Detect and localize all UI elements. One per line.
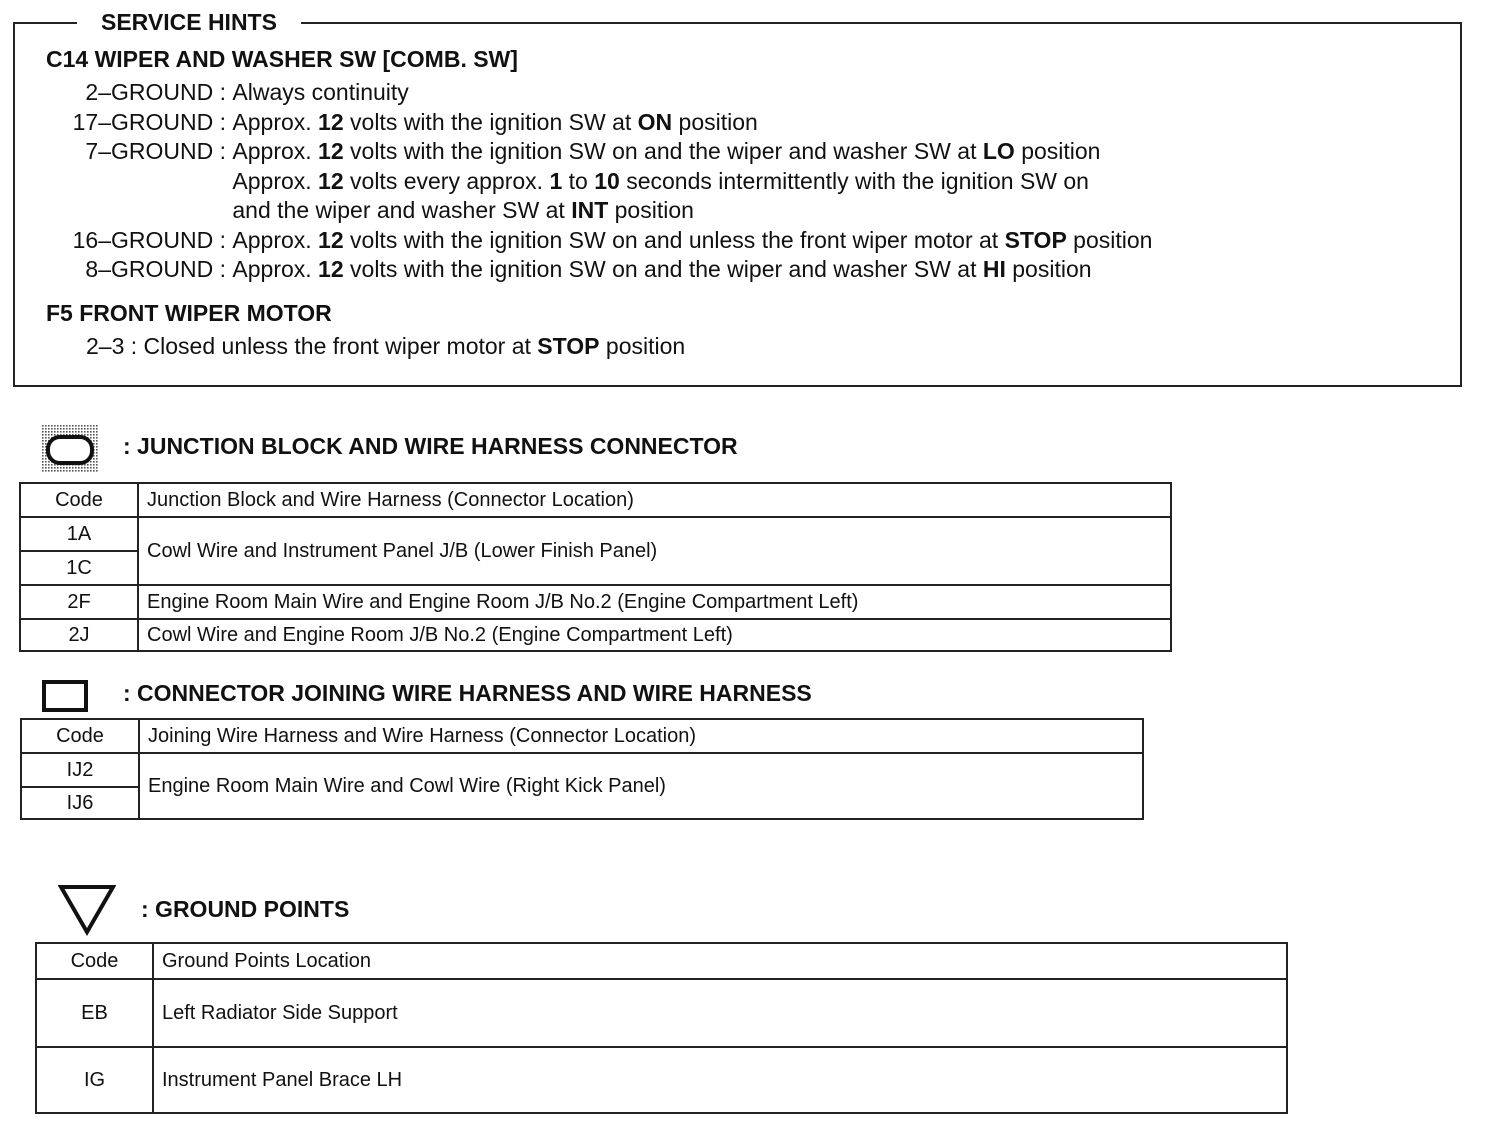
hint-value-bold: STOP (537, 333, 600, 359)
hint-text: to (562, 167, 595, 194)
table-row (21, 753, 1143, 787)
code-cell: IG (36, 1047, 153, 1113)
hint-text: Approx. (232, 138, 319, 164)
code-cell: 1C (20, 551, 138, 585)
hint-value-bold: 1 (549, 167, 563, 194)
hint-text: Approx. (232, 256, 319, 282)
service-hints-title: SERVICE HINTS (77, 8, 301, 36)
hint-text: position (672, 108, 758, 135)
hint-value-bold: 12 (318, 138, 344, 164)
desc-cell: Left Radiator Side Support (153, 979, 1287, 1047)
code-cell: 2J (20, 619, 138, 651)
pin-label: 2–3 : (86, 333, 144, 359)
table-row (20, 619, 1171, 651)
pin-label: 17–GROUND : (72, 108, 226, 135)
hint-value-bold: 12 (318, 256, 344, 282)
hint-value-bold: 12 (318, 226, 344, 253)
hint-value-bold: HI (982, 256, 1006, 282)
ground-section-title: : GROUND POINTS (141, 896, 350, 922)
hint-text: volts with the ignition SW on and the wiper and washer SW at (343, 138, 983, 164)
connector-table (20, 718, 1144, 820)
header-code: Code (21, 719, 139, 753)
hint-value-bold: STOP (1004, 226, 1067, 253)
desc-cell: Cowl Wire and Instrument Panel J/B (Lower Finish Panel) (138, 517, 1171, 585)
hint-text: Always continuity (232, 79, 409, 105)
connector-section-title: : CONNECTOR JOINING WIRE HARNESS AND WIRE HARNESS (123, 680, 812, 706)
connector-icon (42, 680, 88, 712)
hint-line (6, 137, 1100, 165)
hint-text: Approx. (232, 167, 319, 194)
junction-table (19, 482, 1172, 652)
code-cell: IJ2 (21, 753, 139, 787)
hint-value-bold: ON (637, 108, 673, 135)
hint-line (86, 332, 685, 360)
header-code: Code (36, 943, 153, 979)
hint-text: seconds intermittently with the ignition SW on (619, 167, 1089, 194)
hint-text: volts with the ignition SW on and the wiper and washer SW at (343, 256, 983, 282)
header-desc: Ground Points Location (153, 943, 1287, 979)
desc-cell: Instrument Panel Brace LH (153, 1047, 1287, 1113)
ground-point-icon (58, 884, 116, 936)
table-header-row (36, 943, 1287, 979)
desc-cell: Engine Room Main Wire and Engine Room J/B No.2 (Engine Compartment Left) (138, 585, 1171, 619)
hint-value-bold: 12 (318, 108, 344, 135)
table-row (20, 517, 1171, 551)
table-header-row (21, 719, 1143, 753)
hint-text: volts every approx. (343, 167, 550, 194)
hint-text: Approx. (232, 108, 319, 135)
hint-text: position (599, 333, 686, 359)
hint-line (6, 108, 758, 136)
junction-block-icon (42, 425, 98, 473)
hint-text: Closed unless the front wiper motor at (143, 333, 538, 359)
code-cell: IJ6 (21, 787, 139, 819)
table-row (36, 979, 1287, 1047)
desc-cell: Engine Room Main Wire and Cowl Wire (Right Kick Panel) (139, 753, 1143, 819)
hint-value-bold: INT (571, 197, 609, 223)
hint-line (6, 78, 409, 106)
pin-label: 16–GROUND : (72, 226, 226, 253)
hint-value-bold: LO (982, 138, 1015, 164)
hint-text: position (608, 197, 694, 223)
hint-line (6, 255, 1092, 283)
hint-text: position (1066, 226, 1153, 253)
ground-table (35, 942, 1288, 1114)
hint-line (6, 167, 1089, 195)
hint-line (6, 226, 1152, 254)
header-code: Code (20, 483, 138, 517)
hint-text: and the wiper and washer SW at (232, 197, 572, 223)
c14-heading: C14 WIPER AND WASHER SW [COMB. SW] (46, 46, 518, 72)
code-cell: EB (36, 979, 153, 1047)
hint-value-bold: 10 (594, 167, 620, 194)
hint-text: position (1005, 256, 1092, 282)
f5-heading: F5 FRONT WIPER MOTOR (46, 300, 332, 326)
pin-label: 8–GROUND : (85, 256, 226, 282)
hint-value-bold: 12 (318, 167, 344, 194)
hint-text: Approx. (232, 226, 319, 253)
header-desc: Joining Wire Harness and Wire Harness (Connector Location) (139, 719, 1143, 753)
hint-line (6, 196, 694, 224)
desc-cell: Cowl Wire and Engine Room J/B No.2 (Engine Compartment Left) (138, 619, 1171, 651)
pin-label: 7–GROUND : (85, 138, 226, 164)
table-row (20, 585, 1171, 619)
pin-label: 2–GROUND : (85, 79, 226, 105)
table-row (36, 1047, 1287, 1113)
hint-text: volts with the ignition SW at (343, 108, 638, 135)
hint-text: volts with the ignition SW on and unless the front wiper motor at (343, 226, 1005, 253)
table-header-row (20, 483, 1171, 517)
code-cell: 1A (20, 517, 138, 551)
hint-text: position (1014, 138, 1101, 164)
junction-section-title: : JUNCTION BLOCK AND WIRE HARNESS CONNECTOR (123, 433, 738, 459)
code-cell: 2F (20, 585, 138, 619)
header-desc: Junction Block and Wire Harness (Connector Location) (138, 483, 1171, 517)
